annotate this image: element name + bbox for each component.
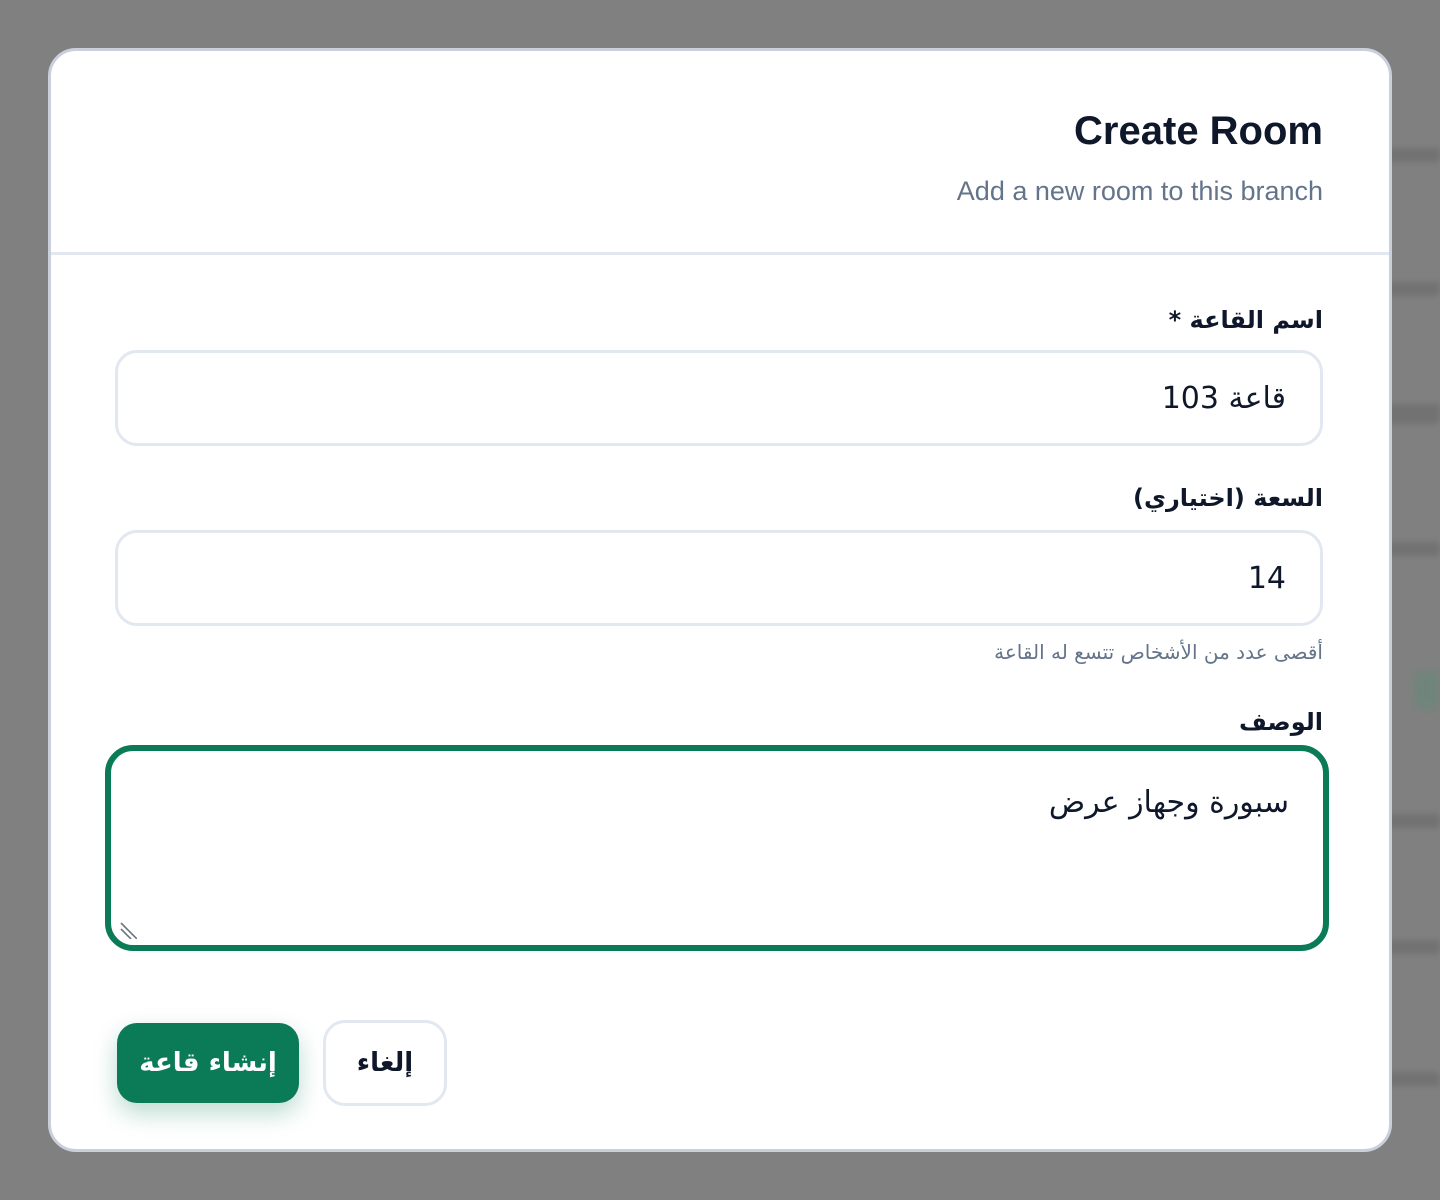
description-text: سبورة وجهاز عرض — [1048, 785, 1289, 820]
room-name-label: اسم القاعة * — [1168, 306, 1323, 334]
room-name-input[interactable]: قاعة 103 — [115, 350, 1323, 446]
background-blur-badge — [1414, 670, 1440, 710]
dialog-header — [51, 51, 1389, 255]
dialog-subtitle: Add a new room to this branch — [956, 176, 1323, 206]
create-room-dialog — [48, 48, 1392, 1152]
dialog-title: Create Room — [1074, 109, 1323, 153]
capacity-hint: أقصى عدد من الأشخاص تتسع له القاعة — [994, 640, 1323, 664]
capacity-input[interactable]: 14 — [115, 530, 1323, 626]
description-label: الوصف — [1238, 708, 1323, 736]
cancel-button[interactable]: إلغاء — [323, 1020, 447, 1106]
description-textarea[interactable] — [105, 745, 1329, 951]
dialog-actions — [117, 1023, 447, 1106]
create-room-button[interactable]: إنشاء قاعة — [117, 1023, 299, 1103]
resize-grip-icon[interactable] — [119, 921, 137, 939]
capacity-label: السعة (اختياري) — [1133, 484, 1323, 512]
